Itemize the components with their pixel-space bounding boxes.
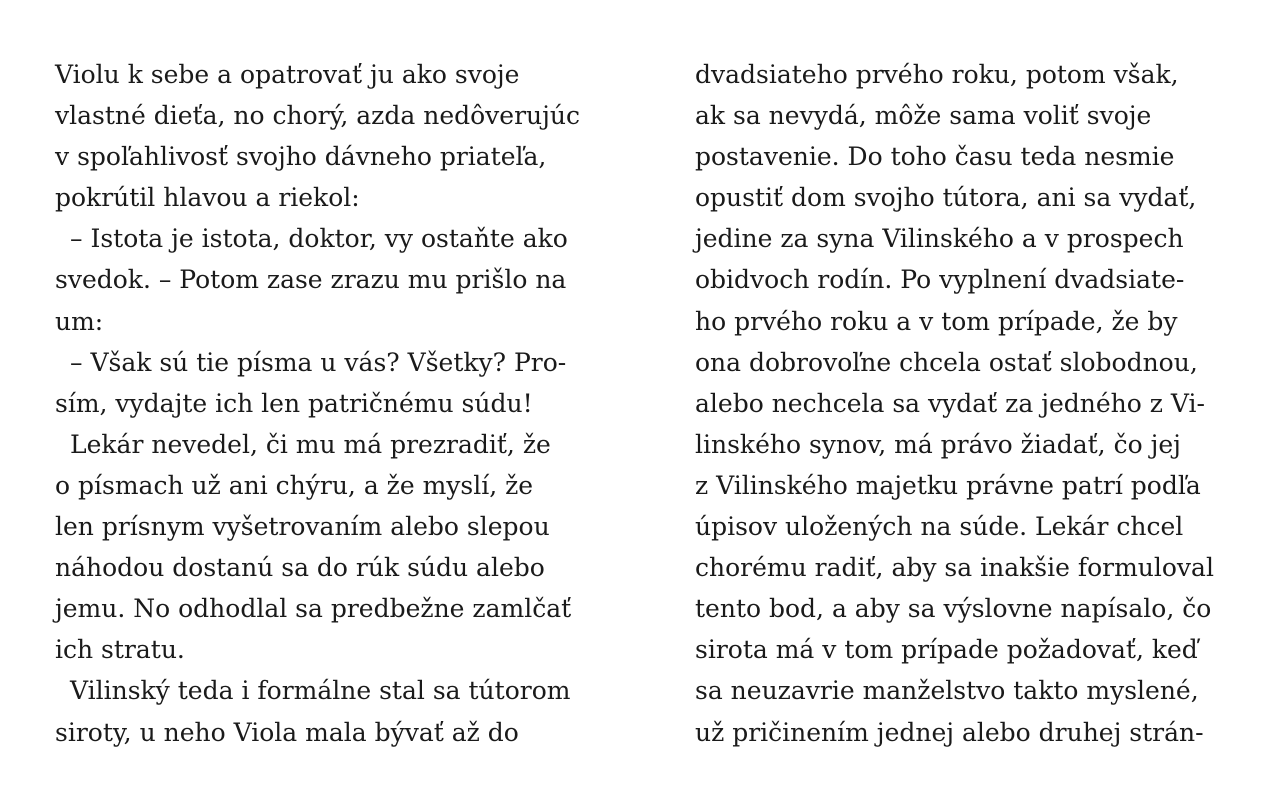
text-line: dvadsiateho prvého roku, potom však, (695, 60, 1179, 89)
text-line: – Istota je istota, doktor, vy ostaňte ako (70, 224, 568, 254)
text-line: v spoľahlivosť svojho dávneho priateľa, (55, 142, 547, 172)
text-line: už pričinením jednej alebo druhej strán- (695, 717, 1204, 747)
right-text-column (695, 54, 1255, 753)
text-line: o písmach už ani chýru, a že myslí, že (55, 470, 534, 500)
text-line: jemu. No odhodlal sa predbežne zamlčať (55, 594, 572, 624)
text-line: – Však sú tie písma u vás? Všetky? Pro- (70, 347, 567, 377)
text-line: náhodou dostanú sa do rúk súdu alebo (55, 553, 545, 583)
text-line: ich stratu. (55, 635, 185, 665)
text-line: postavenie. Do toho času teda nesmie (695, 142, 1175, 172)
text-line: Violu k sebe a opatrovať ju ako svoje (55, 60, 520, 89)
text-line: Vilinský teda i formálne stal sa tútorom (70, 676, 571, 706)
text-line: opustiť dom svojho tútora, ani sa vydať, (695, 183, 1197, 213)
text-line: sím, vydajte ich len patričnému súdu! (55, 388, 533, 418)
text-line: sa neuzavrie manželstvo takto myslené, (695, 676, 1199, 706)
text-line: pokrútil hlavou a riekol: (55, 183, 360, 213)
text-line: linského synov, má právo žiadať, čo jej (695, 429, 1181, 459)
text-line: jedine za syna Vilinského a v prospech (695, 224, 1184, 254)
text-line: ho prvého roku a v tom prípade, že by (695, 306, 1178, 336)
text-line: ona dobrovoľne chcela ostať slobodnou, (695, 347, 1198, 377)
text-line: úpisov uložených na súde. Lekár chcel (695, 512, 1184, 542)
text-line: len prísnym vyšetrovaním alebo slepou (55, 512, 550, 542)
text-line: chorému radiť, aby sa inakšie formuloval (695, 553, 1214, 583)
text-line: z Vilinského majetku právne patrí podľa (695, 470, 1201, 500)
text-line: svedok. – Potom zase zrazu mu prišlo na (55, 265, 567, 295)
text-line: Lekár nevedel, či mu má prezradiť, že (70, 429, 551, 459)
text-line: ak sa nevydá, môže sama voliť svoje (695, 101, 1152, 131)
text-line: obidvoch rodín. Po vyplnení dvadsiate- (695, 265, 1185, 295)
text-line: siroty, u neho Viola mala bývať až do (55, 717, 519, 747)
text-line: tento bod, a aby sa výslovne napísalo, čo (695, 594, 1212, 624)
text-line: vlastné dieťa, no chorý, azda nedôverujúc (55, 101, 580, 131)
text-line: sirota má v tom prípade požadovať, keď (695, 635, 1198, 665)
text-line: alebo nechcela sa vydať za jedného z Vi- (695, 388, 1205, 418)
text-line: um: (55, 306, 104, 336)
left-text-column (55, 54, 615, 753)
